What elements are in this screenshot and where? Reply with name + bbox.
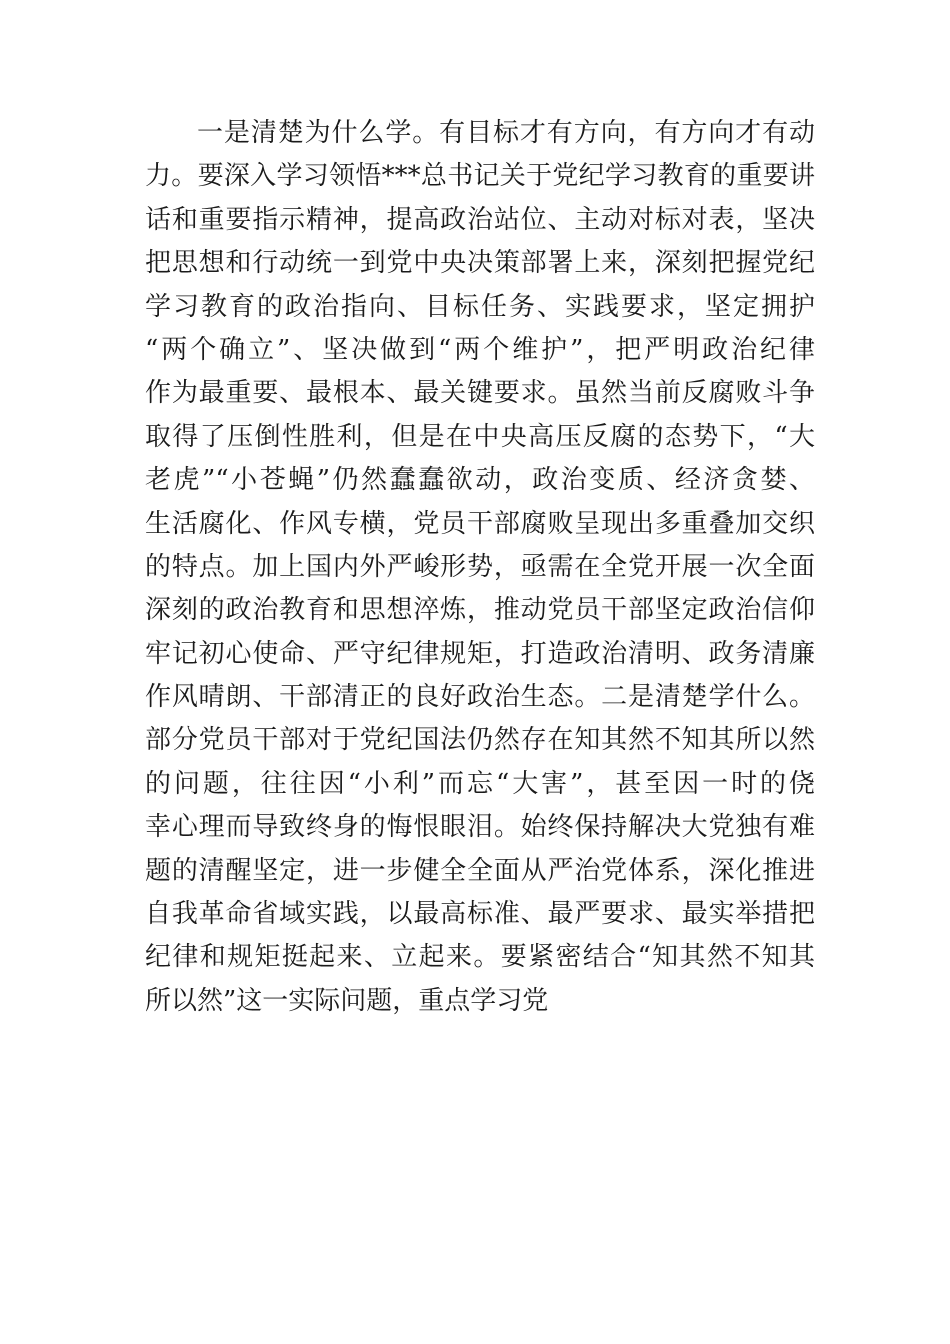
text-line: 话和重要指示精神，提高政治站位、主动对标对表，坚决 [145, 204, 815, 235]
body-paragraph [145, 112, 815, 1023]
text-line: 把思想和行动统一到党中央决策部署上来，深刻把握党纪 [145, 248, 815, 279]
text-line: 题的清醒坚定，进一步健全全面从严治党体系，深化推进 [145, 855, 815, 886]
text-line: 牢记初心使命、严守纪律规矩，打造政治清明、政务清廉 [145, 638, 815, 669]
text-line: 幸心理而导致终身的悔恨眼泪。始终保持解决大党独有难 [145, 812, 815, 843]
text-line: 学习教育的政治指向、目标任务、实践要求，坚定拥护 [145, 291, 815, 322]
text-line: 取得了压倒性胜利，但是在中央高压反腐的态势下，“大 [145, 421, 815, 452]
text-line: 纪律和规矩挺起来、立起来。要紧密结合“知其然不知其 [145, 942, 815, 973]
text-line: 力。要深入学习领悟***总书记关于党纪学习教育的重要讲 [145, 161, 815, 192]
text-line: 所以然”这一实际问题，重点学习党 [145, 985, 549, 1016]
text-line: 深刻的政治教育和思想淬炼，推动党员干部坚定政治信仰 [145, 595, 815, 626]
text-line: 部分党员干部对于党纪国法仍然存在知其然不知其所以然 [145, 725, 815, 756]
text-line: 老虎”“小苍蝇”仍然蠢蠢欲动，政治变质、经济贪婪、 [145, 465, 815, 496]
text-line: “两个确立”、坚决做到“两个维护”，把严明政治纪律 [145, 334, 815, 365]
text-line: 作风晴朗、干部清正的良好政治生态。二是清楚学什么。 [145, 682, 815, 713]
text-line: 的特点。加上国内外严峻形势，亟需在全党开展一次全面 [145, 551, 815, 582]
text-line: 作为最重要、最根本、最关键要求。虽然当前反腐败斗争 [145, 378, 815, 409]
text-line: 自我革命省域实践，以最高标准、最严要求、最实举措把 [145, 899, 815, 930]
text-line: 生活腐化、作风专横，党员干部腐败呈现出多重叠加交织 [145, 508, 815, 539]
text-line: 一是清楚为什么学。有目标才有方向，有方向才有动 [197, 118, 815, 148]
text-line: 的问题，往往因“小利”而忘“大害”，甚至因一时的侥 [145, 768, 815, 799]
